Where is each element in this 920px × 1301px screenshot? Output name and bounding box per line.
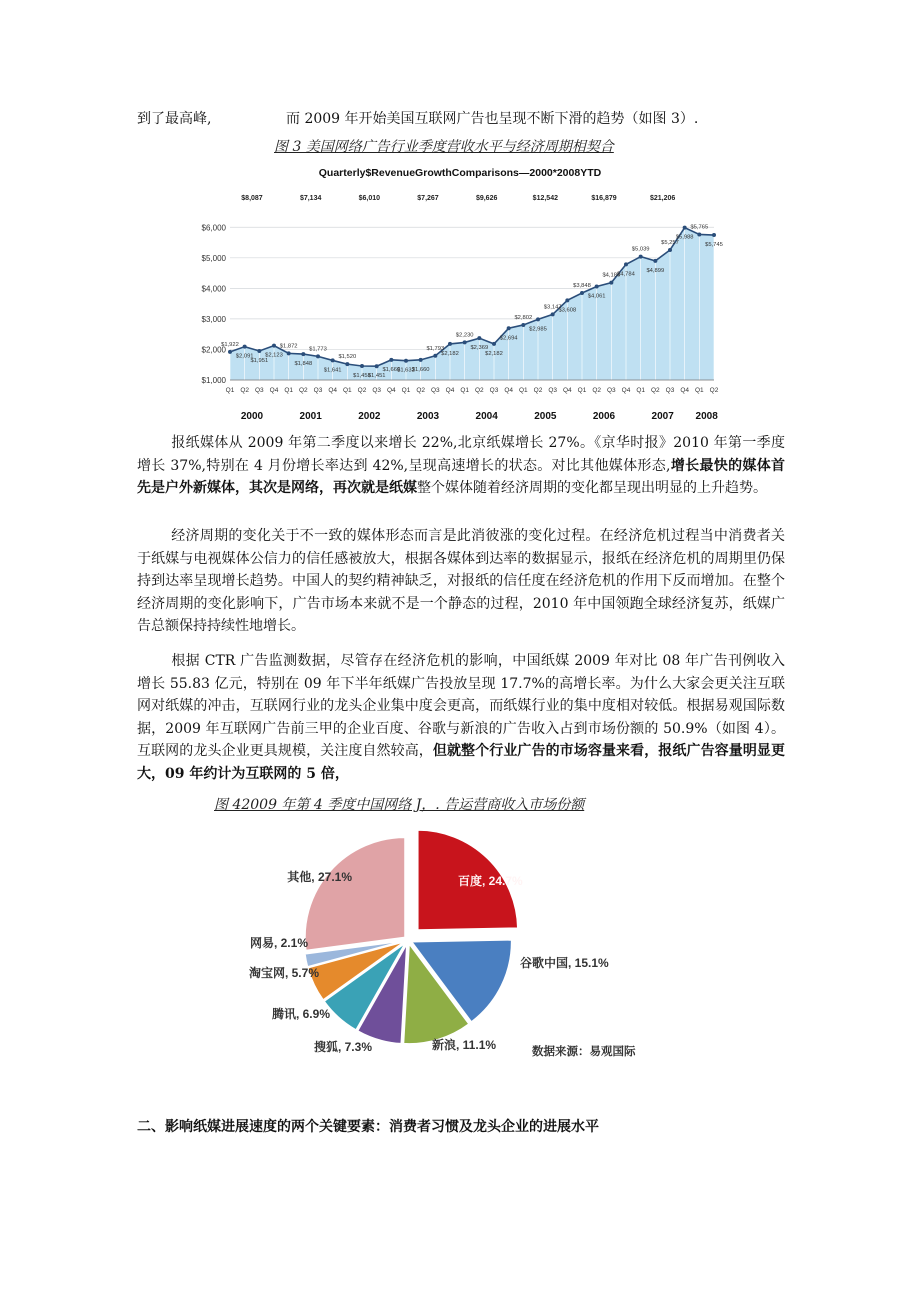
pie-slice-label: 搜狐, 7.3% (313, 1040, 372, 1054)
paragraph-1-tail: 整个媒体随着经济周期的变化都呈现出明显的上升趋势。 (417, 480, 767, 496)
data-point-label: $2,802 (514, 314, 533, 321)
quarter-tick-label: Q3 (665, 387, 675, 394)
data-point (316, 354, 320, 358)
quarter-tick-label: Q1 (401, 387, 411, 394)
data-point-label: $1,773 (309, 346, 327, 353)
paragraph-1-bold: 增长最快的媒体首先是户外新媒体，其次是网络，再次就是纸媒 (137, 457, 786, 496)
data-point-label: $2,985 (529, 326, 547, 333)
quarter-tick-label: Q2 (533, 387, 543, 394)
data-point (404, 359, 408, 363)
data-point-label: $1,951 (250, 357, 269, 364)
paragraph-2 (137, 525, 785, 638)
data-point-label: $1,641 (323, 367, 342, 374)
data-point-label: $5,039 (631, 246, 650, 253)
data-point-label: $5,745 (705, 242, 723, 249)
quarter-tick-label: Q4 (386, 387, 396, 394)
quarter-tick-label: Q4 (328, 387, 338, 394)
data-point (360, 364, 364, 368)
data-point-label: $2,694 (499, 335, 518, 342)
pie-slice-label: 谷歌中国, 15.1% (520, 956, 609, 970)
data-point (639, 255, 643, 259)
data-point (375, 364, 379, 368)
data-point-label: $1,660 (411, 366, 430, 373)
quarter-tick-label: Q3 (430, 387, 440, 394)
quarter-tick-label: Q1 (636, 387, 646, 394)
quarter-tick-label: Q4 (504, 387, 514, 394)
data-point-label: $2,182 (485, 350, 503, 357)
data-point (609, 281, 613, 285)
quarter-tick-label: Q4 (445, 387, 455, 394)
data-point-label: $1,872 (279, 343, 298, 350)
data-point (683, 226, 687, 230)
data-point-label: $1,451 (367, 373, 386, 380)
quarter-tick-label: Q3 (254, 387, 264, 394)
year-label: 2002 (358, 411, 381, 422)
paragraph-3-text: 根据 CTR 广告监测数据，尽管存在经济危机的影响，中国纸媒 2009 年对比 08 年广告刊例收入增长 55.83 亿元，特别在 09 年下半年纸媒广告投放呈现 17.7%的高增长率。为什么大家会更关注互联网对纸媒的冲击，互联网行业的龙头企业集中度会更高，而纸媒行业的集中度相对较低。根据易观国际数据，2009 年互联网广告前三甲的企业百度、谷歌与新浪的广告收入占到市场份额的 50.9%（如图 4）。互联网的龙头企业更具规模，关注度自然较高， (137, 653, 785, 759)
quarter-tick-label: Q2 (240, 387, 250, 394)
quarter-tick-label: Q2 (474, 387, 484, 394)
quarter-tick-label: Q1 (460, 387, 470, 394)
data-point-label: $2,182 (441, 350, 459, 357)
data-point (272, 344, 276, 348)
quarter-tick-label: Q1 (577, 387, 587, 394)
data-point-label: $5,765 (690, 224, 709, 231)
quarter-tick-label: Q3 (313, 387, 323, 394)
year-label: 2001 (299, 411, 322, 422)
quarter-tick-label: Q3 (606, 387, 616, 394)
paragraph-1-text: 报纸媒体从 2009 年第二季度以来增长 22%,北京纸媒增长 27%。《京华时报》2010 年第一季度增长 37%,特别在 4 月份增长率达到 42%,呈现高速增长的状态。对比其他媒体形态, (137, 435, 785, 474)
quarter-tick-label: Q1 (225, 387, 235, 394)
year-label: 2000 (240, 411, 264, 422)
y-tick-label: $2,000 (201, 345, 226, 355)
quarter-tick-label: Q2 (357, 387, 367, 394)
data-point (477, 336, 481, 340)
annual-total-label: $21,206 (650, 195, 676, 202)
figure-4-caption: 图 42009 年第 4 季度中国网络 J，. 告运营商收入市场份额 (214, 797, 585, 813)
pie-slice-label: 新浪, 11.1% (432, 1038, 497, 1052)
data-point-label: $2,123 (265, 352, 283, 359)
annual-total-label: $7,134 (299, 195, 322, 202)
data-point-label: $5,257 (661, 239, 679, 246)
quarter-tick-label: Q2 (650, 387, 660, 394)
quarter-tick-label: Q4 (562, 387, 572, 394)
quarter-tick-label: Q2 (592, 387, 602, 394)
y-tick-label: $5,000 (201, 253, 226, 263)
figure-3-caption: 图 3 美国网络广告行业季度营收水平与经济周期相契合 (274, 139, 614, 155)
data-point-label: $4,784 (617, 271, 635, 278)
data-point-label: $1,922 (221, 341, 239, 348)
data-point-label: $3,608 (558, 307, 577, 314)
annual-total-label: $6,010 (358, 195, 381, 202)
data-point (345, 362, 349, 366)
paragraph-1 (137, 432, 785, 500)
intro-right: 而 2009 年开始美国互联网广告也呈现不断下滑的趋势（如图 3）. (286, 111, 699, 127)
paragraph-2-text: 经济周期的变化关于不一致的媒体形态而言是此消彼涨的变化过程。在经济危机过程当中消费者关于纸媒与电视媒体公信力的信任感被放大，根据各媒体到达率的数据显示，报纸在经济危机的周期里仍保持到达率呈现增长趋势。中国人的契约精神缺乏，对报纸的信任度在经济危机的作用下反而增加。在整个经济周期的变化影响下，广告市场本来就不是一个静态的过程，2010 年中国领跑全球经济复苏，纸媒广告总额保持持续性地增长。 (137, 528, 785, 634)
data-point (228, 350, 232, 354)
intro-left: 到了最高峰, (137, 111, 212, 127)
chart-title: Quarterly$RevenueGrowthComparisons—2000*2008YTD (318, 167, 602, 179)
data-point (507, 326, 511, 330)
pie-slice-label: 百度, 24.7% (458, 874, 523, 888)
data-point (565, 298, 569, 302)
data-point-label: $1,848 (294, 361, 313, 368)
quarter-tick-label: Q3 (489, 387, 499, 394)
data-point-label: $5,988 (675, 234, 694, 241)
data-point-label: $1,632 (397, 367, 415, 374)
year-label: 2007 (651, 411, 674, 422)
paragraph-3-bold: 但就整个行业广告的市场容量来看，报纸广告容量明显更大，09 年约计为互联网的 5 倍， (137, 743, 786, 782)
year-label: 2004 (475, 411, 498, 422)
year-label: 2003 (416, 411, 440, 422)
y-tick-label: $4,000 (201, 284, 226, 294)
data-point (243, 345, 247, 349)
data-point (257, 349, 261, 353)
data-point (448, 342, 452, 346)
data-point (287, 351, 291, 355)
market-share-pie-chart (200, 815, 680, 1075)
data-point (521, 323, 525, 327)
quarter-tick-label: Q4 (621, 387, 631, 394)
pie-source-note: 数据来源：易观国际 (532, 1046, 636, 1058)
data-point-label: $4,186 (602, 272, 621, 279)
data-point-label: $2,369 (470, 345, 489, 352)
quarter-tick-label: Q3 (372, 387, 382, 394)
quarter-tick-label: Q2 (416, 387, 426, 394)
pie-slice-label: 淘宝网, 5.7% (248, 966, 319, 980)
revenue-line-chart (190, 158, 730, 428)
data-point (595, 285, 599, 289)
y-tick-label: $1,000 (201, 376, 226, 385)
data-point (653, 259, 657, 263)
data-point (492, 342, 496, 346)
data-point-label: $2,091 (235, 353, 254, 360)
data-point (551, 312, 555, 316)
data-point-label: $4,899 (646, 267, 665, 274)
data-point (463, 340, 467, 344)
data-point-label: $2,230 (455, 332, 474, 339)
data-point (580, 291, 584, 295)
year-label: 2005 (534, 411, 557, 422)
data-point (668, 248, 672, 252)
data-point (697, 232, 701, 236)
paragraph-3 (137, 650, 785, 785)
year-label: 2008 (695, 411, 718, 422)
data-point-label: $3,147 (543, 304, 562, 311)
data-point (331, 358, 335, 362)
data-point (419, 358, 423, 362)
pie-slice-label: 网易, 2.1% (249, 936, 308, 950)
data-point (389, 358, 393, 362)
data-point (624, 262, 628, 266)
quarter-tick-label: Q4 (269, 387, 279, 394)
data-point (536, 317, 540, 321)
quarter-tick-label: Q1 (518, 387, 528, 394)
pie-slice (305, 837, 405, 950)
quarter-tick-label: Q1 (342, 387, 352, 394)
data-point-label: $3,848 (573, 283, 591, 290)
quarter-tick-label: Q2 (709, 387, 719, 394)
data-point-label: $1,793 (426, 345, 445, 352)
annual-total-label: $7,267 (417, 195, 439, 202)
section-heading: 二、影响纸媒进展速度的两个关键要素：消费者习惯及龙头企业的进展水平 (137, 1119, 599, 1135)
data-point (433, 354, 437, 358)
data-point-label: $1,660 (382, 366, 401, 373)
year-label: 2006 (592, 411, 616, 422)
quarter-tick-label: Q4 (680, 387, 690, 394)
pie-slice-label: 其他, 27.1% (287, 870, 352, 884)
data-point-label: $1,458 (353, 373, 371, 380)
data-point (301, 352, 305, 356)
annual-total-label: $8,087 (241, 195, 263, 202)
quarter-tick-label: Q1 (284, 387, 294, 394)
data-point-label: $1,520 (338, 354, 357, 361)
annual-total-label: $9,626 (475, 195, 498, 202)
quarter-tick-label: Q3 (548, 387, 558, 394)
y-tick-label: $6,000 (201, 223, 226, 233)
quarter-tick-label: Q2 (298, 387, 308, 394)
annual-total-label: $16,879 (591, 195, 617, 202)
annual-total-label: $12,542 (532, 195, 558, 202)
quarter-tick-label: Q1 (694, 387, 704, 394)
data-point-label: $4,061 (587, 293, 606, 300)
y-tick-label: $3,000 (201, 314, 226, 324)
pie-slice-label: 腾讯, 6.9% (271, 1007, 330, 1021)
data-point (712, 233, 716, 237)
